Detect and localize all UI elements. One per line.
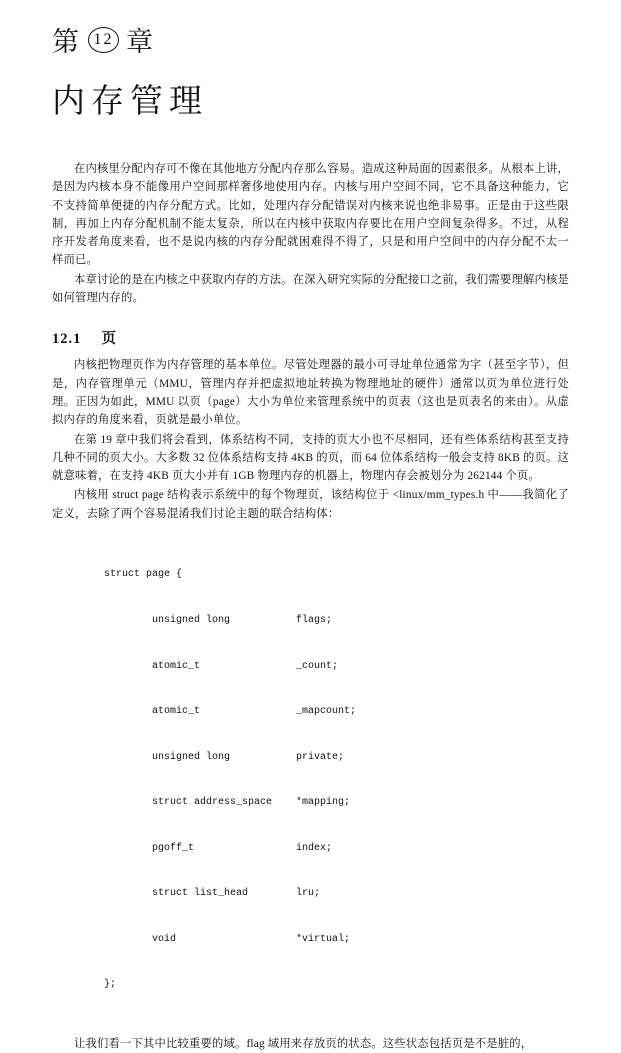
intro-paragraph-2: 本章讨论的是在内核之中获取内存的方法。在深入研究实际的分配接口之前，我们需要理解内核是如何管理内存的。	[52, 273, 569, 305]
section-heading	[52, 327, 569, 348]
chapter-heading	[52, 20, 569, 59]
section-title: 页	[101, 330, 117, 348]
code-line: struct list_head lru;	[104, 888, 321, 900]
page-title: 内存管理	[52, 81, 208, 120]
chapter-number: 12	[88, 27, 119, 53]
code-line: struct address_space *mapping;	[104, 797, 351, 809]
chapter-prefix: 第	[52, 27, 81, 58]
code-block	[52, 537, 569, 1023]
chapter-suffix: 章	[126, 27, 155, 58]
intro-paragraph-1: 在内核里分配内存可不像在其他地方分配内存那么容易。造成这种局面的因素很多。从根本上讲，是因为内核本身不能像用户空间那样奢侈地使用内存。内核与用户空间不同，它不具备这种能力，它不支持简单便捷的内存分配方式。比如，处理内存分配错误对内核来说也绝非易事。正是由于这些限制，再加上内存分配机制不能太复杂，所以在内核中获取内存要比在用户空间复杂得多。不过，从程序开发者角度来看，也不是说内核的内存分配就困难得不得了，只是和用户空间中的内存分配不太一样而已。	[52, 163, 569, 267]
code-line: struct page {	[104, 569, 183, 581]
code-line: void *virtual;	[104, 933, 351, 945]
tail-paragraph: 让我们看一下其中比较重要的域。flag 域用来存放页的状态。这些状态包括页是不是脏的，	[74, 1038, 533, 1051]
section-paragraph-2: 在第 19 章中我们将会看到，体系结构不同，支持的页大小也不尽相同，还有些体系结构甚至支持几种不同的页大小。大多数 32 位体系结构支持 4KB 的页，而 64 位体系结构一般会支持 8KB 的页。这就意味着，在支持 4KB 页大小并有 1GB 物理内存的机器上，物理内存会被划分为 262144 个页。	[52, 433, 569, 483]
section-number: 12.1	[52, 331, 82, 348]
code-line: };	[104, 979, 117, 991]
code-line: unsigned long private;	[104, 751, 345, 763]
section-paragraph-3: 内核用 struct page 结构表示系统中的每个物理页，该结构位于 <linux/mm_types.h 中——我简化了定义，去除了两个容易混淆我们讨论主题的联合结构体：	[52, 489, 569, 520]
code-line: pgoff_t index;	[104, 842, 333, 854]
code-line: atomic_t _count;	[104, 660, 339, 672]
code-line: atomic_t _mapcount;	[104, 706, 357, 718]
code-line: unsigned long flags;	[104, 614, 333, 626]
section-paragraph-1: 内核把物理页作为内存管理的基本单位。尽管处理器的最小可寻址单位通常为字（甚至字节），但是，内存管理单元（MMU，管理内存并把虚拟地址转换为物理地址的硬件）通常以页为单位进行处理。正因为如此，MMU 以页（page）大小为单位来管理系统中的页表（这也是页表名的来由）。从虚拟内存的角度来看，页就是最小单位。	[52, 359, 569, 427]
